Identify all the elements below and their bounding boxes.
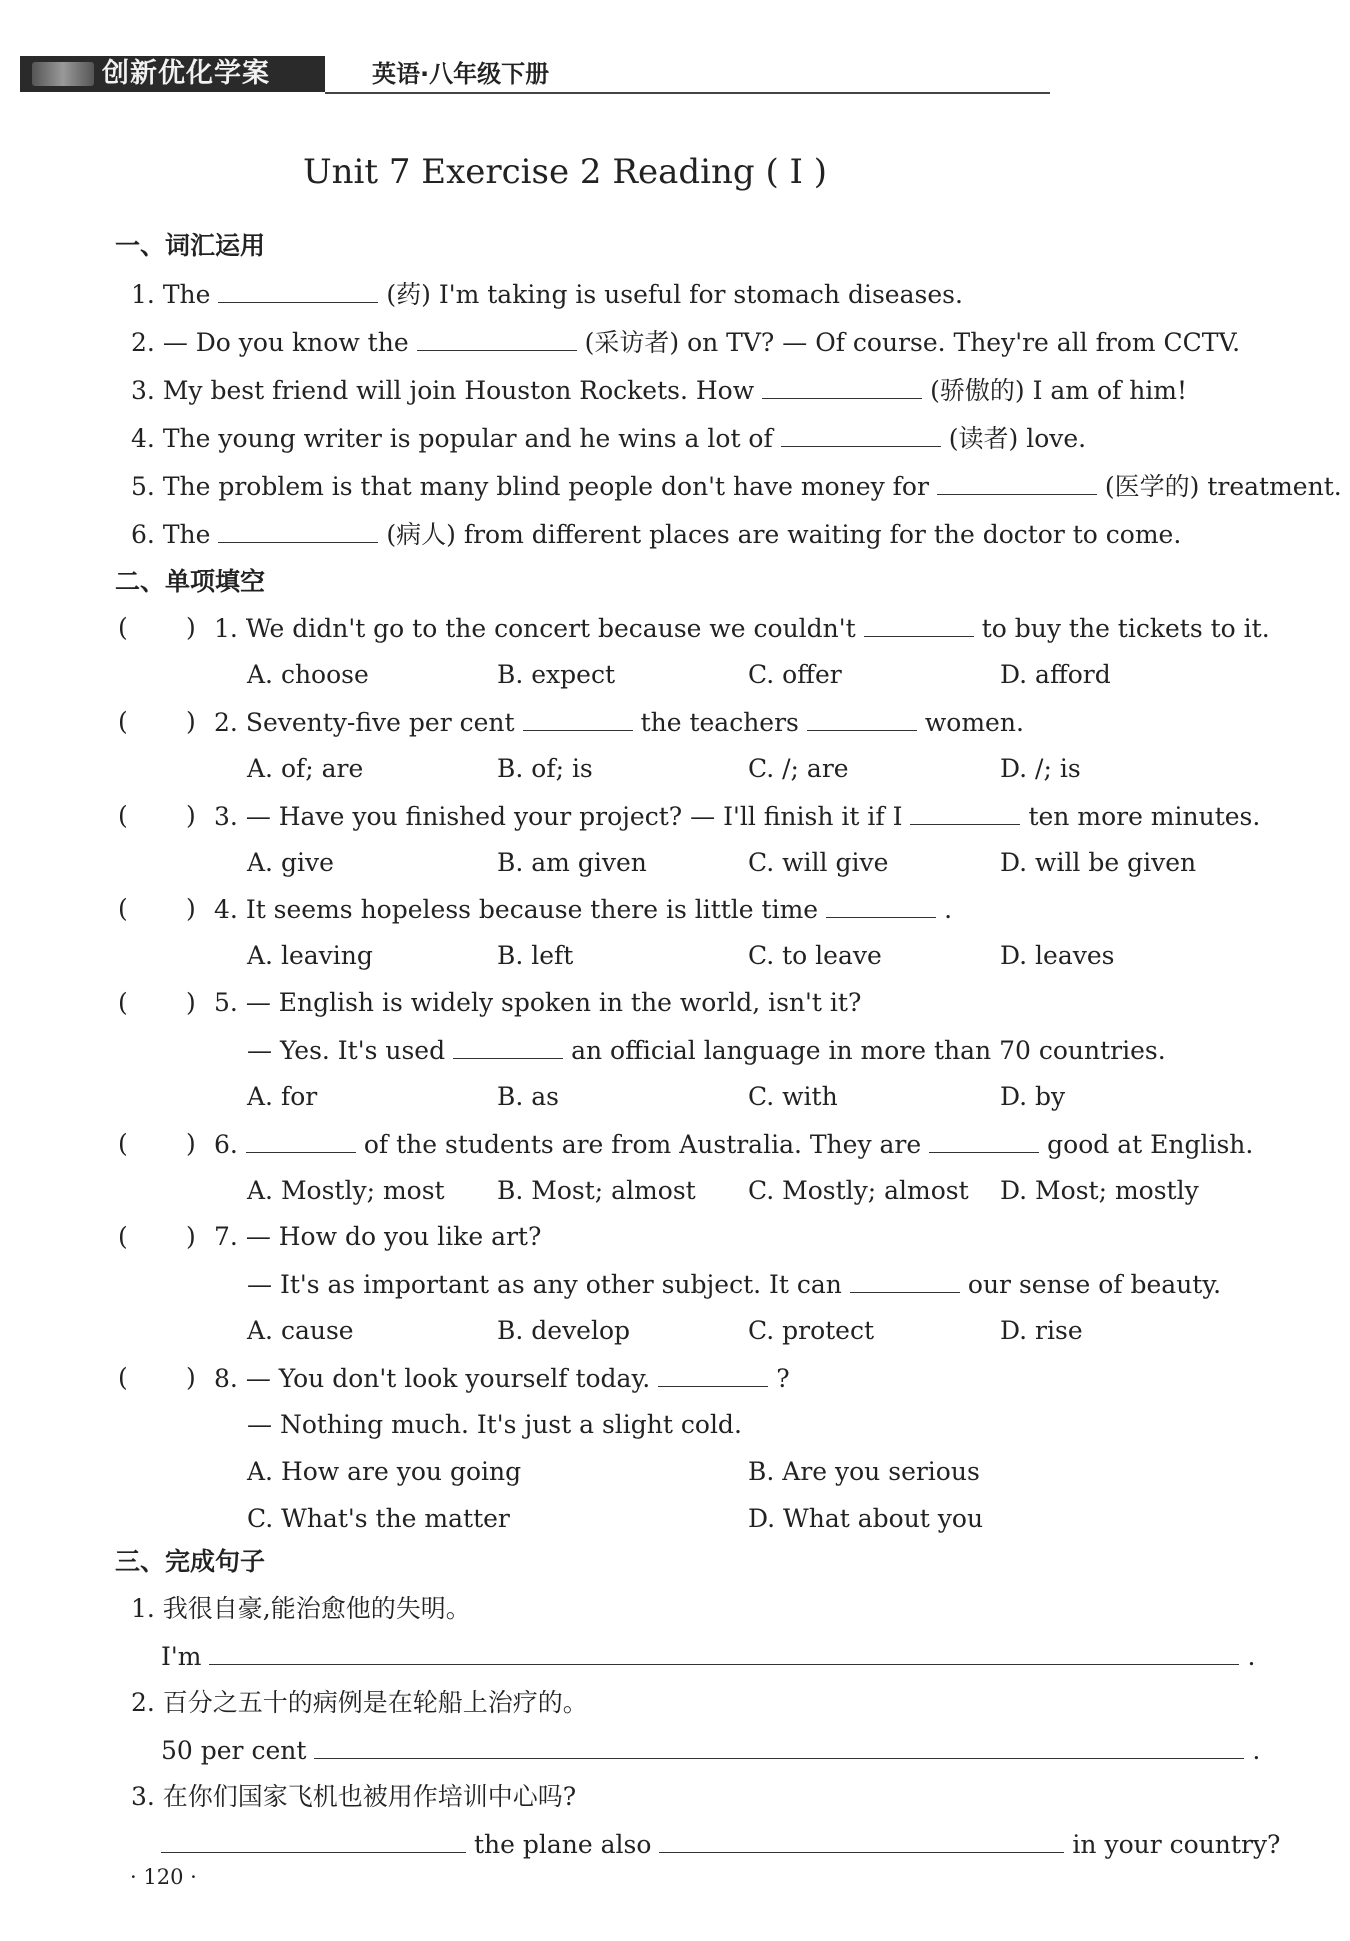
mc-question-6: 6. of the students are from Australia. They are good at English. xyxy=(214,1130,1254,1159)
header-divider xyxy=(325,92,1050,94)
option-d[interactable]: D. Most; mostly xyxy=(1000,1176,1199,1205)
mc-question-4: 4. It seems hopeless because there is little time . xyxy=(214,895,953,924)
answer-blank[interactable] xyxy=(658,1362,768,1387)
sentence-3-chinese: 3. 在你们国家飞机也被用作培训中心吗? xyxy=(131,1782,577,1811)
mc-question-7-line-2: — It's as important as any other subject. It can our sense of beauty. xyxy=(247,1270,1222,1299)
option-d[interactable]: D. will be given xyxy=(1000,848,1197,877)
option-d[interactable]: D. by xyxy=(1000,1082,1066,1111)
mc-question-5-line-2: — Yes. It's used an official language in more than 70 countries. xyxy=(247,1036,1166,1065)
answer-blank[interactable] xyxy=(523,706,633,731)
answer-blank[interactable] xyxy=(850,1268,960,1293)
vocab-item-3: 3. My best friend will join Houston Rockets. How (骄傲的) I am of him! xyxy=(131,376,1188,405)
answer-blank[interactable] xyxy=(314,1734,1244,1759)
option-d[interactable]: D. leaves xyxy=(1000,941,1115,970)
brand-banner xyxy=(20,56,325,92)
answer-blank[interactable] xyxy=(218,518,378,543)
option-c[interactable]: C. /; are xyxy=(748,754,849,783)
answer-blank[interactable] xyxy=(910,800,1020,825)
answer-paren-right: ) xyxy=(186,707,196,736)
option-b[interactable]: B. am given xyxy=(497,848,647,877)
mc-question-3: 3. — Have you finished your project? — I'll finish it if I ten more minutes. xyxy=(214,802,1261,831)
sentence-1-english: I'm . xyxy=(161,1642,1256,1671)
answer-paren-right: ) xyxy=(186,894,196,923)
answer-blank[interactable] xyxy=(209,1640,1239,1665)
vocab-item-5: 5. The problem is that many blind people don't have money for (医学的) treatment. xyxy=(131,472,1342,501)
option-c[interactable]: C. offer xyxy=(748,660,842,689)
option-a[interactable]: A. for xyxy=(247,1082,318,1111)
option-b[interactable]: B. as xyxy=(497,1082,559,1111)
answer-paren-left[interactable]: ( xyxy=(118,1222,128,1251)
vocab-item-4: 4. The young writer is popular and he wins a lot of (读者) love. xyxy=(131,424,1087,453)
option-b[interactable]: B. Most; almost xyxy=(497,1176,696,1205)
mc-question-1: 1. We didn't go to the concert because we couldn't to buy the tickets to it. xyxy=(214,614,1270,643)
option-a[interactable]: A. of; are xyxy=(247,754,364,783)
option-c[interactable]: C. Mostly; almost xyxy=(748,1176,969,1205)
mc-question-8: 8. — You don't look yourself today. ? xyxy=(214,1364,790,1393)
option-a[interactable]: A. choose xyxy=(247,660,369,689)
vocab-item-1: 1. The (药) I'm taking is useful for stomach diseases. xyxy=(131,280,963,309)
page-title: Unit 7 Exercise 2 Reading ( Ⅰ ) xyxy=(302,152,828,192)
option-c[interactable]: C. What's the matter xyxy=(247,1504,510,1533)
sentence-3-english: the plane also in your country? xyxy=(161,1828,1280,1861)
page-header xyxy=(20,52,1050,96)
answer-blank[interactable] xyxy=(929,1128,1039,1153)
sentence-2-chinese: 2. 百分之五十的病例是在轮船上治疗的。 xyxy=(131,1688,588,1717)
answer-paren-right: ) xyxy=(186,1222,196,1251)
answer-blank[interactable] xyxy=(762,374,922,399)
answer-paren-right: ) xyxy=(186,801,196,830)
answer-blank[interactable] xyxy=(826,893,936,918)
option-c[interactable]: C. protect xyxy=(748,1316,875,1345)
option-a[interactable]: A. How are you going xyxy=(247,1457,522,1486)
answer-paren-left[interactable]: ( xyxy=(118,707,128,736)
brand-logo-icon xyxy=(32,62,94,86)
answer-blank[interactable] xyxy=(218,278,378,303)
answer-blank[interactable] xyxy=(453,1034,563,1059)
mc-question-2: 2. Seventy-five per cent the teachers women. xyxy=(214,708,1024,737)
option-d[interactable]: D. /; is xyxy=(1000,754,1081,783)
section-3-heading: 三、完成句子 xyxy=(115,1547,266,1576)
answer-paren-right: ) xyxy=(186,1129,196,1158)
mc-question-5: 5. — English is widely spoken in the world, isn't it? xyxy=(214,988,862,1017)
answer-blank[interactable] xyxy=(781,422,941,447)
answer-paren-right: ) xyxy=(186,988,196,1017)
mc-question-7: 7. — How do you like art? xyxy=(214,1222,542,1251)
sentence-1-chinese: 1. 我很自豪,能治愈他的失明。 xyxy=(131,1594,471,1623)
option-b[interactable]: B. Are you serious xyxy=(748,1457,980,1486)
option-d[interactable]: D. afford xyxy=(1000,660,1111,689)
option-a[interactable]: A. give xyxy=(247,848,334,877)
brand-text: 创新优化学案 xyxy=(102,58,270,89)
option-c[interactable]: C. will give xyxy=(748,848,889,877)
vocab-item-2: 2. — Do you know the (采访者) on TV? — Of course. They're all from CCTV. xyxy=(131,328,1241,357)
option-c[interactable]: C. with xyxy=(748,1082,838,1111)
subject-label: 英语·八年级下册 xyxy=(372,60,550,88)
option-a[interactable]: A. leaving xyxy=(247,941,373,970)
answer-blank[interactable] xyxy=(659,1828,1064,1853)
option-a[interactable]: A. Mostly; most xyxy=(247,1176,445,1205)
answer-blank[interactable] xyxy=(161,1828,466,1853)
mc-question-8-line-2: — Nothing much. It's just a slight cold. xyxy=(247,1410,742,1439)
answer-blank[interactable] xyxy=(246,1128,356,1153)
answer-paren-left[interactable]: ( xyxy=(118,801,128,830)
option-b[interactable]: B. expect xyxy=(497,660,616,689)
option-c[interactable]: C. to leave xyxy=(748,941,882,970)
option-d[interactable]: D. rise xyxy=(1000,1316,1083,1345)
option-d[interactable]: D. What about you xyxy=(748,1504,984,1533)
answer-paren-left[interactable]: ( xyxy=(118,1363,128,1392)
option-b[interactable]: B. left xyxy=(497,941,574,970)
page-number: · 120 · xyxy=(130,1865,197,1889)
answer-blank[interactable] xyxy=(417,326,577,351)
sentence-2-english: 50 per cent . xyxy=(161,1736,1261,1765)
answer-paren-left[interactable]: ( xyxy=(118,988,128,1017)
section-1-heading: 一、词汇运用 xyxy=(115,231,266,260)
answer-paren-right: ) xyxy=(186,613,196,642)
answer-blank[interactable] xyxy=(937,470,1097,495)
answer-paren-right: ) xyxy=(186,1363,196,1392)
option-b[interactable]: B. of; is xyxy=(497,754,593,783)
answer-paren-left[interactable]: ( xyxy=(118,894,128,923)
answer-paren-left[interactable]: ( xyxy=(118,613,128,642)
answer-blank[interactable] xyxy=(864,612,974,637)
answer-paren-left[interactable]: ( xyxy=(118,1129,128,1158)
option-a[interactable]: A. cause xyxy=(247,1316,354,1345)
section-2-heading: 二、单项填空 xyxy=(115,567,266,596)
option-b[interactable]: B. develop xyxy=(497,1316,631,1345)
answer-blank[interactable] xyxy=(807,706,917,731)
vocab-item-6: 6. The (病人) from different places are waiting for the doctor to come. xyxy=(131,520,1182,549)
